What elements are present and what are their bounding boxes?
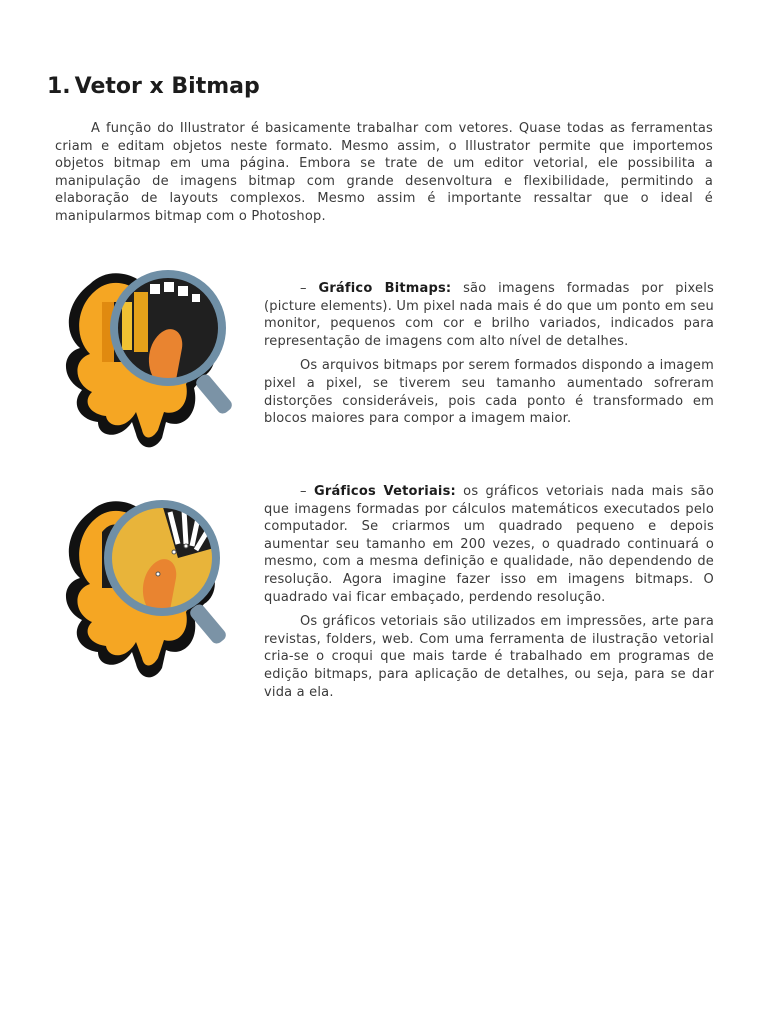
intro-paragraph: A função do Illustrator é basicamente trabalhar com vetores. Quase todas as ferramentas criam e editam objetos neste formato. Mesmo assim, o Illustrator permite que importemos objetos bitmap em uma página. Embora se trate de um editor vetorial, ele possibilita a manipulação de imagens bitmap com grande desenvoltura e flexibilidade, permitindo a elaboração de layouts complexos. Mesmo assim é importante ressaltar que o ideal é manipularmos bitmap com o Photoshop. — [55, 121, 713, 224]
vector-definition — [264, 483, 714, 606]
bitmap-text-block — [264, 280, 714, 428]
bitmap-definition — [264, 280, 714, 350]
section-title: Vetor x Bitmap — [74, 74, 260, 99]
vector-logo-magnifier-icon — [50, 488, 250, 688]
section-number: 1. — [47, 74, 71, 99]
pixelated-logo-magnifier-icon — [50, 262, 250, 454]
vector-definition-text: os gráficos vetoriais nada mais são que imagens formadas por cálculos matemáticos executados pelo computador. Se criarmos um quadrado pequeno e depois aumentar seu tamanho em 200 vezes, o quadrado continuará o mesmo, com a mesma definição e qualidade, não dependendo de resolução. Agora imagine fazer isso em imagens bitmaps. O quadrado vai ficar embaçado, perdendo resolução. — [264, 484, 714, 605]
vector-text-block — [264, 483, 714, 701]
bitmap-definition-text: são imagens formadas por pixels (picture elements). Um pixel nada mais é do que um ponto em seu monitor, pequenos com cor e brilho variados, indicados para representação de imagens com alto nível de detalhes. — [264, 281, 715, 349]
bitmap-dash: – — [300, 281, 319, 296]
bitmap-term: Gráfico Bitmaps: — [318, 281, 452, 296]
bitmap-paragraph-2: Os arquivos bitmaps por serem formados dispondo a imagem pixel a pixel, se tiverem seu tamanho aumentado sofreram distorções consideráveis, pois cada ponto é transformado em blocos maiores para compor a imagem maior. — [264, 358, 714, 427]
bitmap-illustration — [50, 262, 250, 454]
vector-illustration — [50, 488, 250, 688]
vector-term: Gráficos Vetoriais: — [313, 484, 456, 499]
section-heading — [47, 74, 260, 99]
vector-paragraph-2: Os gráficos vetoriais são utilizados em impressões, arte para revistas, folders, web. Com uma ferramenta de ilustração vetorial cria-se o croqui que mais tarde é trabalhado em programas de edição bitmaps, para aplicação de detalhes, ou seja, para se dar vida a ela. — [264, 614, 714, 700]
vector-dash: – — [300, 484, 314, 499]
